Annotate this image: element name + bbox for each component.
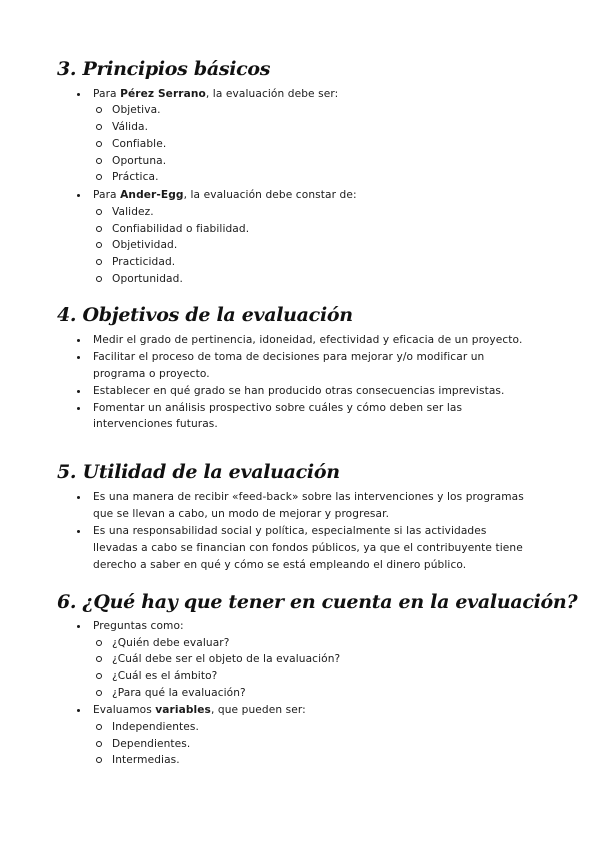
section-3-heading: 3. Principios básicos: [57, 58, 271, 80]
list-item-continuation: intervenciones futuras.: [93, 418, 218, 430]
bold-text: Ander-Egg: [120, 189, 184, 201]
sub-list-item: Practicidad.: [112, 254, 175, 271]
sub-list-item: Oportuna.: [112, 153, 166, 170]
text: Para: [93, 189, 121, 201]
list-item-continuation: que se llevan a cabo, un modo de mejorar y progresar.: [93, 508, 390, 520]
list-item-continuation: derecho a saber en qué y cómo se está empleando el dinero público.: [93, 559, 467, 571]
sub-list-item: Práctica.: [112, 169, 159, 186]
section-5-heading: 5. Utilidad de la evaluación: [57, 461, 340, 483]
sub-list-item: Intermedias.: [112, 752, 180, 769]
text: , la evaluación debe constar de:: [183, 189, 357, 201]
list-item: Preguntas como:: [93, 618, 184, 635]
list-item-continuation: llevadas a cabo se financian con fondos públicos, ya que el contribuyente tiene: [93, 542, 523, 554]
text: Evaluamos: [93, 704, 156, 716]
sub-list-item: ¿Para qué la evaluación?: [112, 685, 246, 702]
sub-list-item: ¿Cuál es el ámbito?: [112, 668, 217, 685]
sub-list-item: ¿Quién debe evaluar?: [112, 635, 229, 652]
bold-text: Pérez Serrano: [120, 88, 206, 100]
list-item: Medir el grado de pertinencia, idoneidad, efectividad y eficacia de un proyecto.: [93, 332, 522, 349]
list-item-continuation: programa o proyecto.: [93, 368, 210, 380]
sub-list-item: Confiable.: [112, 136, 166, 153]
sub-list-item: Válida.: [112, 119, 148, 136]
sub-list-item: Oportunidad.: [112, 271, 183, 288]
list-item: [93, 702, 306, 719]
list-item: Fomentar un análisis prospectivo sobre cuáles y cómo deben ser las: [93, 400, 462, 417]
list-item: Es una responsabilidad social y política, especialmente si las actividades: [93, 523, 487, 540]
list-item: Es una manera de recibir «feed-back» sobre las intervenciones y los programas: [93, 489, 524, 506]
sub-list-item: Independientes.: [112, 719, 199, 736]
section-6-heading: 6. ¿Qué hay que tener en cuenta en la evaluación?: [57, 591, 578, 613]
sub-list-item: Confiabilidad o fiabilidad.: [112, 221, 249, 238]
section-4-heading: 4. Objetivos de la evaluación: [57, 304, 353, 326]
list-item: Facilitar el proceso de toma de decisiones para mejorar y/o modificar un: [93, 349, 484, 366]
list-item: [93, 86, 338, 103]
sub-list-item: ¿Cuál debe ser el objeto de la evaluación?: [112, 651, 340, 668]
sub-list-item: Objetividad.: [112, 237, 177, 254]
list-item: Establecer en qué grado se han producido otras consecuencias imprevistas.: [93, 383, 505, 400]
text: , que pueden ser:: [210, 704, 306, 716]
list-item: [93, 187, 357, 204]
sub-list-item: Objetiva.: [112, 102, 161, 119]
sub-list-item: Dependientes.: [112, 736, 190, 753]
text: Para: [93, 88, 121, 100]
sub-list-item: Validez.: [112, 204, 154, 221]
bold-text: variables: [155, 704, 211, 716]
text: , la evaluación debe ser:: [205, 88, 339, 100]
